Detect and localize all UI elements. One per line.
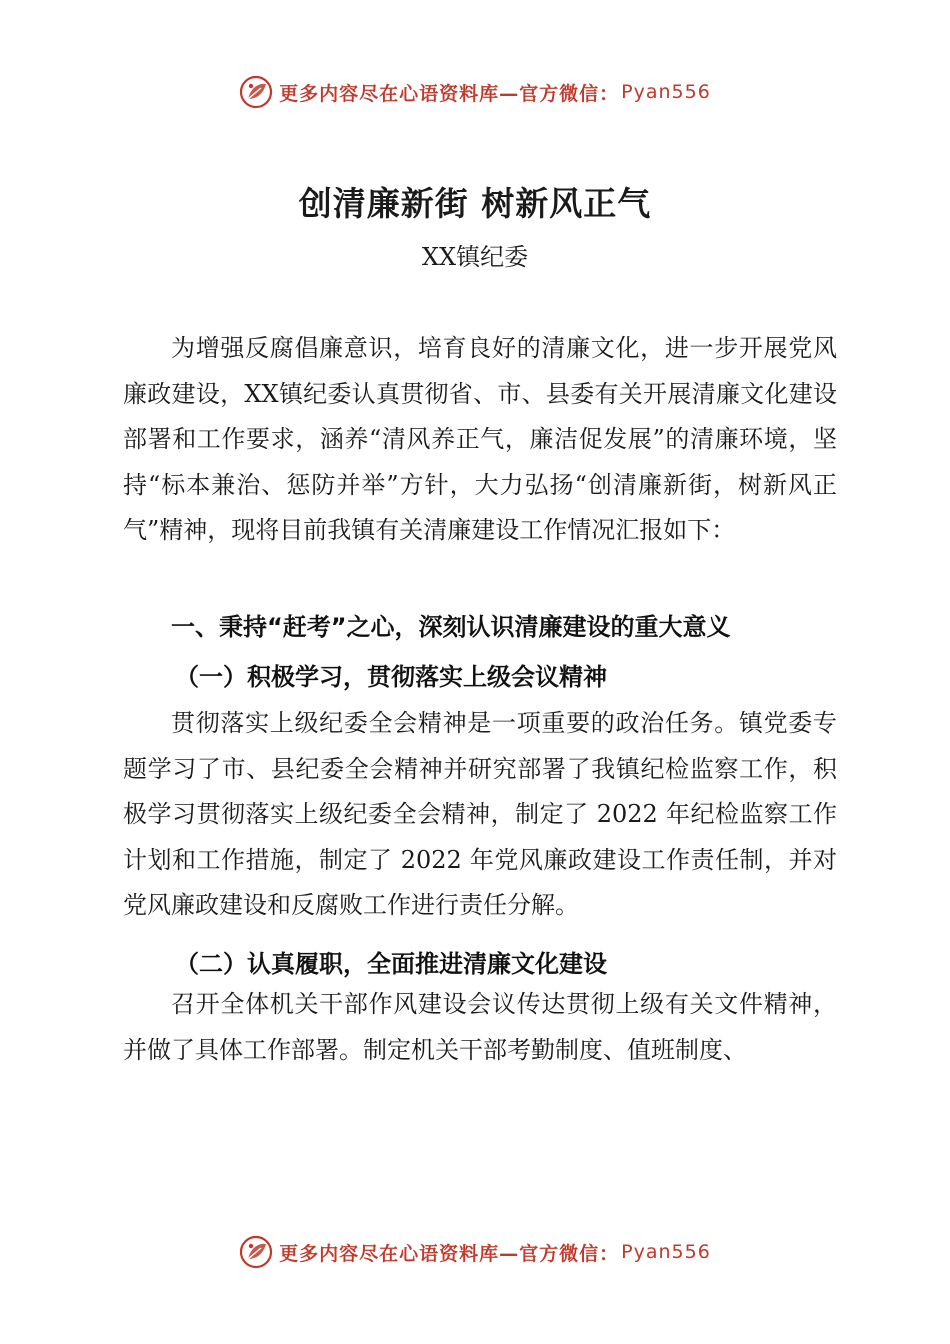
watermark-text: 更多内容尽在心语资料库—官方微信： bbox=[279, 1242, 620, 1265]
leaf-seal-icon bbox=[239, 1235, 273, 1269]
intro-paragraph: 为增强反腐倡廉意识，培育良好的清廉文化，进一步开展党风廉政建设，XX镇纪委认真贯彻省、市、县委有关开展清廉文化建设部署和工作要求，涵养“清风养正气，廉洁促发展”的清廉环境，坚持“标本兼治、惩防并举”方针，大力弘扬“创清廉新街，树新风正气”精神，现将目前我镇有关清廉建设工作情况汇报如下： bbox=[123, 334, 837, 544]
section-1-heading: 一、秉持“赶考”之心，深刻认识清廉建设的重大意义 bbox=[171, 613, 731, 641]
watermark-text: 更多内容尽在心语资料库—官方微信： bbox=[279, 82, 620, 105]
leaf-seal-icon bbox=[239, 75, 273, 109]
watermark-wechat-id: Pyan556 bbox=[621, 81, 711, 103]
subsection-2-heading: （二）认真履职，全面推进清廉文化建设 bbox=[175, 950, 607, 978]
document-author: XX镇纪委 bbox=[421, 243, 529, 271]
header-watermark bbox=[0, 72, 950, 112]
subsection-1-paragraph: 贯彻落实上级纪委全会精神是一项重要的政治任务。镇党委专题学习了市、县纪委全会精神并研究部署了我镇纪检监察工作，积极学习贯彻落实上级纪委全会精神，制定了 2022 年纪检监察工作计划和工作措施，制定了 2022 年党风廉政建设工作责任制，并对党风廉政建设和反腐败工作进行责任分解。 bbox=[123, 709, 837, 919]
watermark-wechat-id: Pyan556 bbox=[621, 1241, 711, 1263]
page-title: 创清廉新街 树新风正气 bbox=[298, 184, 652, 223]
footer-watermark bbox=[0, 1232, 950, 1272]
subsection-1-heading: （一）积极学习，贯彻落实上级会议精神 bbox=[175, 663, 607, 691]
subsection-2-paragraph: 召开全体机关干部作风建设会议传达贯彻上级有关文件精神，并做了具体工作部署。制定机关干部考勤制度、值班制度、 bbox=[123, 990, 837, 1064]
